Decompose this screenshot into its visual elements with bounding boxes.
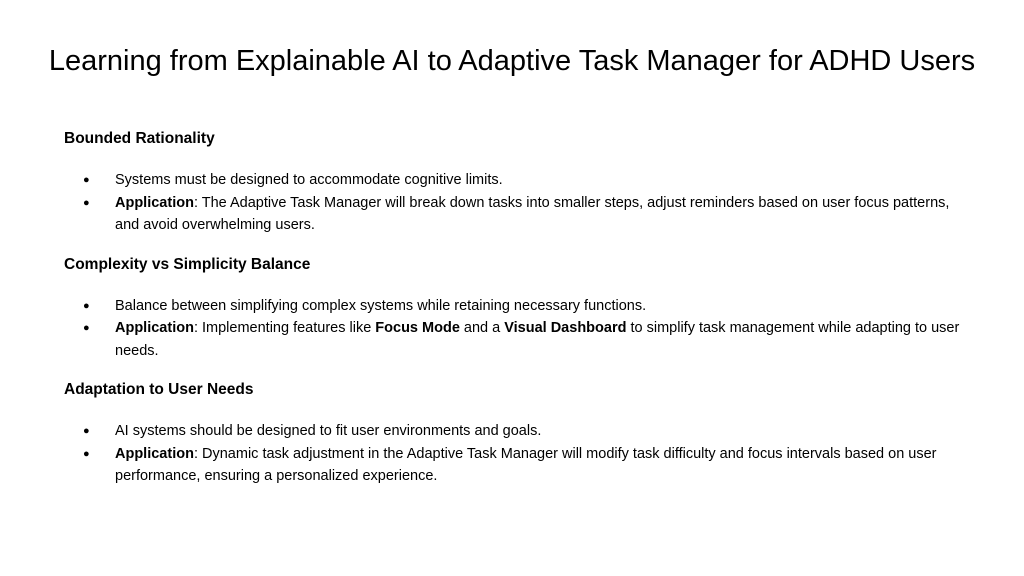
section-complexity-simplicity [64,255,984,363]
list-item [64,295,972,318]
bullet-icon: ● [83,174,90,186]
slide-content [64,129,984,506]
bullet-text: Systems must be designed to accommodate cognitive limits. [115,172,503,188]
bullet-text: : Dynamic task adjustment in the Adaptive Task Manager will modify task difficulty and focus intervals based on user performance, ensuring a personalized experience. [115,445,937,484]
application-label: Application [115,194,194,211]
section-heading: Bounded Rationality [64,130,215,147]
bullet-text: : Implementing features like [193,320,376,336]
list-item [64,420,972,443]
list-item [64,192,972,237]
application-label: Application [115,320,194,336]
list-item [64,169,972,192]
section-adaptation-user-needs [64,380,984,488]
bullet-icon: ● [83,196,90,209]
bullet-list [64,295,984,363]
slide-title: Learning from Explainable AI to Adaptive Task Manager for ADHD Users [48,45,976,77]
list-item [64,317,972,362]
section-bounded-rationality [64,129,984,237]
bullet-icon: ● [83,447,90,460]
bullet-text: and a [459,320,505,336]
bullet-text: : The Adaptive Task Manager will break down tasks into smaller steps, adjust reminders based on user focus patterns, and avoid overwhelming users. [115,194,950,233]
section-heading: Complexity vs Simplicity Balance [64,255,311,273]
bullet-list [64,420,984,488]
visual-dashboard-term: Visual Dashboard [504,320,627,336]
bullet-icon: ● [83,322,90,334]
bullet-list [64,169,984,237]
section-heading: Adaptation to User Needs [64,381,254,398]
bullet-text: AI systems should be designed to fit user environments and goals. [115,423,542,439]
focus-mode-term: Focus Mode [375,320,460,336]
bullet-text: Balance between simplifying complex systems while retaining necessary functions. [115,297,647,314]
bullet-icon: ● [83,425,90,437]
list-item [64,443,972,488]
bullet-text: to simplify task management while adapting to user needs. [115,320,960,359]
application-label: Application [115,445,194,462]
bullet-icon: ● [83,299,90,312]
